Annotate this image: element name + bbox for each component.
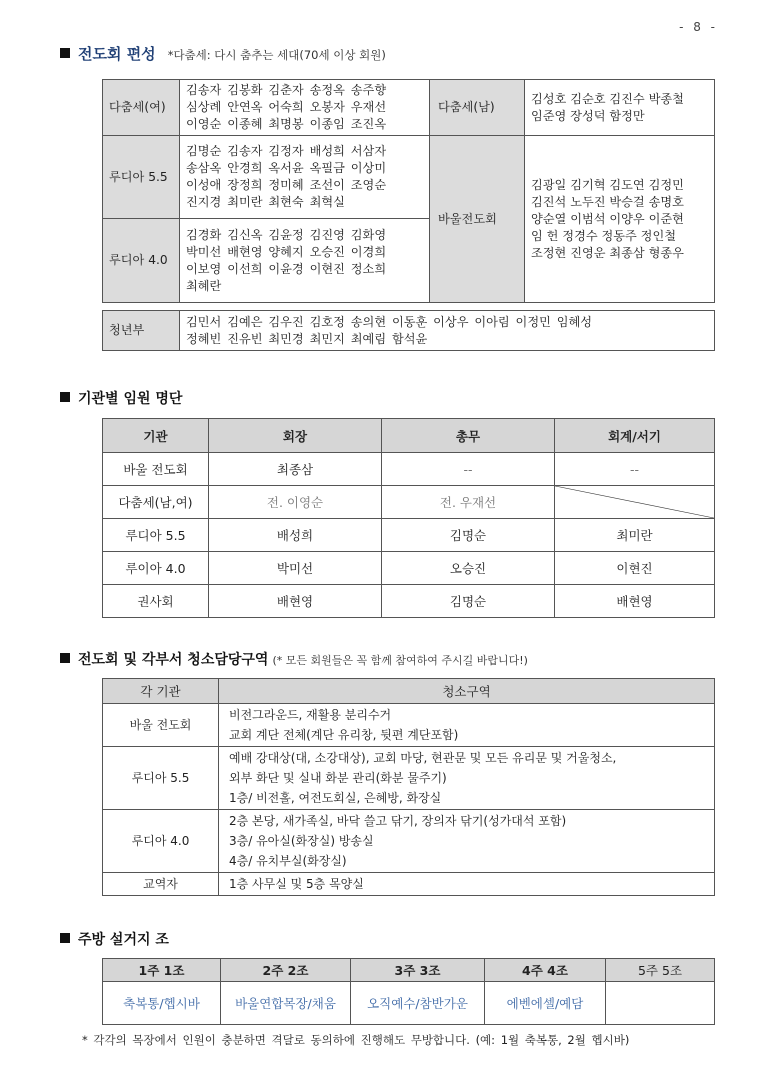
group-label: 다춤세(남) — [430, 80, 525, 136]
area-line: 교회 계단 전체(계단 유리창, 뒷편 계단포함) — [229, 728, 459, 742]
cell: 전. 우재선 — [382, 486, 555, 519]
groups-table — [102, 79, 715, 303]
member-line: 김성호 김순호 김진수 박종철 — [531, 91, 684, 106]
member-line: 최혜란 — [186, 278, 222, 293]
group-label: 루디아 5.5 — [103, 136, 180, 219]
table-header-row — [103, 419, 715, 453]
dishwashing-table — [102, 958, 715, 1025]
table-row — [103, 311, 715, 351]
group-members — [180, 136, 430, 219]
section-title-text: 기관별 임원 명단 — [78, 391, 183, 407]
diagonal-line-icon — [555, 486, 714, 518]
area-cell — [219, 810, 715, 873]
team-cell: 오직예수/참반가운 — [351, 982, 485, 1025]
group-members — [180, 80, 430, 136]
member-line: 송삼옥 안경희 옥서윤 옥필금 이상미 — [186, 161, 387, 175]
cell: 전. 이영순 — [209, 486, 382, 519]
table-row — [103, 873, 715, 896]
member-line: 김광일 김기혁 김도연 김정민 — [531, 177, 684, 192]
table-row — [103, 453, 715, 486]
column-header: 회계/서기 — [555, 419, 715, 453]
officers-table — [102, 418, 715, 618]
member-line: 임 헌 정경수 정동주 정인철 — [531, 228, 677, 243]
column-header: 총무 — [382, 419, 555, 453]
section-title-groups — [60, 43, 386, 64]
table-row — [103, 747, 715, 810]
area-cell — [219, 704, 715, 747]
member-line: 정혜빈 진유빈 최민경 최민지 최예림 함석윤 — [186, 331, 428, 346]
table-row — [103, 585, 715, 618]
group-members — [525, 136, 715, 303]
team-cell — [606, 982, 715, 1025]
table-row — [103, 982, 715, 1025]
member-line: 김명순 김송자 김정자 배성희 서삼자 — [186, 144, 387, 158]
group-members — [525, 80, 715, 136]
org-cell: 바울 전도회 — [103, 704, 219, 747]
column-header: 2주 2조 — [221, 959, 351, 982]
column-header: 4주 4조 — [485, 959, 606, 982]
square-bullet-icon — [60, 392, 70, 402]
group-members — [180, 311, 715, 351]
cell: 루이아 4.0 — [103, 552, 209, 585]
column-header: 3주 3조 — [351, 959, 485, 982]
table-header-row — [103, 959, 715, 982]
cell: 권사회 — [103, 585, 209, 618]
area-line: 비전그라운드, 재활용 분리수거 — [229, 708, 392, 722]
area-line: 2층 본당, 새가족실, 바닥 쓸고 닦기, 장의자 닦기(성가대석 포함) — [229, 814, 567, 828]
area-line: 1층 사무실 및 5층 목양실 — [229, 877, 364, 891]
column-header: 회장 — [209, 419, 382, 453]
area-cell — [219, 747, 715, 810]
square-bullet-icon — [60, 653, 70, 663]
group-label: 청년부 — [103, 311, 180, 351]
member-line: 조정현 진영운 최종삼 형종우 — [531, 245, 684, 260]
page-number: - 8 - — [679, 20, 718, 34]
member-line: 이영순 이종혜 최명봉 이종임 조진옥 — [186, 117, 387, 131]
table-header-row — [103, 679, 715, 704]
column-header: 각 기관 — [103, 679, 219, 704]
area-line: 3층/ 유아실(화장실) 방송실 — [229, 834, 374, 848]
group-label: 바울전도회 — [430, 136, 525, 303]
area-line: 4층/ 유치부실(화장실) — [229, 854, 347, 868]
cell: 최종삼 — [209, 453, 382, 486]
table-row — [103, 80, 715, 136]
column-header: 기관 — [103, 419, 209, 453]
member-line: 이보영 이선희 이윤경 이현진 정소희 — [186, 261, 387, 276]
section-title-text: 전도회 및 각부서 청소담당구역 — [78, 652, 269, 668]
team-cell: 축복통/헵시바 — [103, 982, 221, 1025]
cell: -- — [555, 453, 715, 486]
area-line: 예배 강대상(대, 소강대상), 교회 마당, 현관문 및 모든 유리문 및 거울청소, — [229, 751, 617, 765]
team-cell: 바울연합목장/채움 — [221, 982, 351, 1025]
group-members — [180, 219, 430, 303]
member-line: 양순열 이범석 이양우 이준현 — [531, 211, 684, 226]
cleaning-table — [102, 678, 715, 896]
cell: 이현진 — [555, 552, 715, 585]
table-row — [103, 810, 715, 873]
member-line: 김진석 노두진 박승걸 송명호 — [531, 194, 684, 209]
section-title-text: 주방 설거지 조 — [78, 932, 169, 948]
cell: 배현영 — [209, 585, 382, 618]
column-header: 5주 5조 — [606, 959, 715, 982]
table-row — [103, 552, 715, 585]
table-row — [103, 704, 715, 747]
cell: 오승진 — [382, 552, 555, 585]
member-line: 김민서 김예은 김우진 김호정 송의현 이동훈 이상우 이아림 이정민 임혜성 — [186, 314, 593, 329]
table-row — [103, 136, 715, 219]
member-line: 진지경 최미란 최현숙 최혁실 — [186, 195, 345, 209]
section-title-text: 전도회 편성 — [78, 45, 156, 63]
org-cell: 루디아 5.5 — [103, 747, 219, 810]
cell: 최미란 — [555, 519, 715, 552]
column-header: 1주 1조 — [103, 959, 221, 982]
group-label: 루디아 4.0 — [103, 219, 180, 303]
cell: 다춤세(남,여) — [103, 486, 209, 519]
area-line: 1층/ 비전홀, 여전도회실, 은혜방, 화장실 — [229, 791, 442, 805]
column-header: 청소구역 — [219, 679, 715, 704]
member-line: 심상례 안연옥 어숙희 오봉자 우재선 — [186, 100, 387, 114]
org-cell: 루디아 4.0 — [103, 810, 219, 873]
area-line: 외부 화단 및 실내 화분 관리(화분 물주기) — [229, 771, 447, 785]
cell: 루디아 5.5 — [103, 519, 209, 552]
member-line: 김송자 김봉화 김춘자 송정옥 송주향 — [186, 83, 387, 97]
section-note: (* 모든 회원들은 꼭 함께 참여하여 주시길 바랍니다!) — [272, 654, 528, 667]
member-line: 임준영 장성덕 함정만 — [531, 108, 645, 123]
cell: 김명순 — [382, 519, 555, 552]
cell: 김명순 — [382, 585, 555, 618]
square-bullet-icon — [60, 48, 70, 58]
table-row — [103, 486, 715, 519]
group-label: 다춤세(여) — [103, 80, 180, 136]
table-row — [103, 519, 715, 552]
org-cell: 교역자 — [103, 873, 219, 896]
cell: 바울 전도회 — [103, 453, 209, 486]
cell: 배성희 — [209, 519, 382, 552]
youth-table — [102, 310, 715, 351]
footnote: * 각각의 목장에서 인원이 충분하면 격달로 동의하에 진행해도 무방합니다. (예: 1월 축복통, 2월 헵시바) — [82, 1033, 630, 1047]
cell: 박미선 — [209, 552, 382, 585]
member-line: 김경화 김신옥 김윤정 김진영 김화영 — [186, 227, 387, 242]
team-cell: 에벤에셀/예담 — [485, 982, 606, 1025]
section-title-cleaning — [60, 649, 528, 669]
section-note: *다춤세: 다시 춤추는 세대(70세 이상 회원) — [167, 48, 386, 62]
member-line: 박미선 배현영 양혜지 오승진 이경희 — [186, 244, 387, 259]
cell: 배현영 — [555, 585, 715, 618]
square-bullet-icon — [60, 933, 70, 943]
diagonal-empty-cell — [555, 486, 715, 519]
section-title-dishwashing — [60, 929, 169, 949]
member-line: 이성애 장정희 정미혜 조선이 조영순 — [186, 178, 387, 192]
section-title-officers — [60, 388, 182, 408]
cell: -- — [382, 453, 555, 486]
area-cell — [219, 873, 715, 896]
